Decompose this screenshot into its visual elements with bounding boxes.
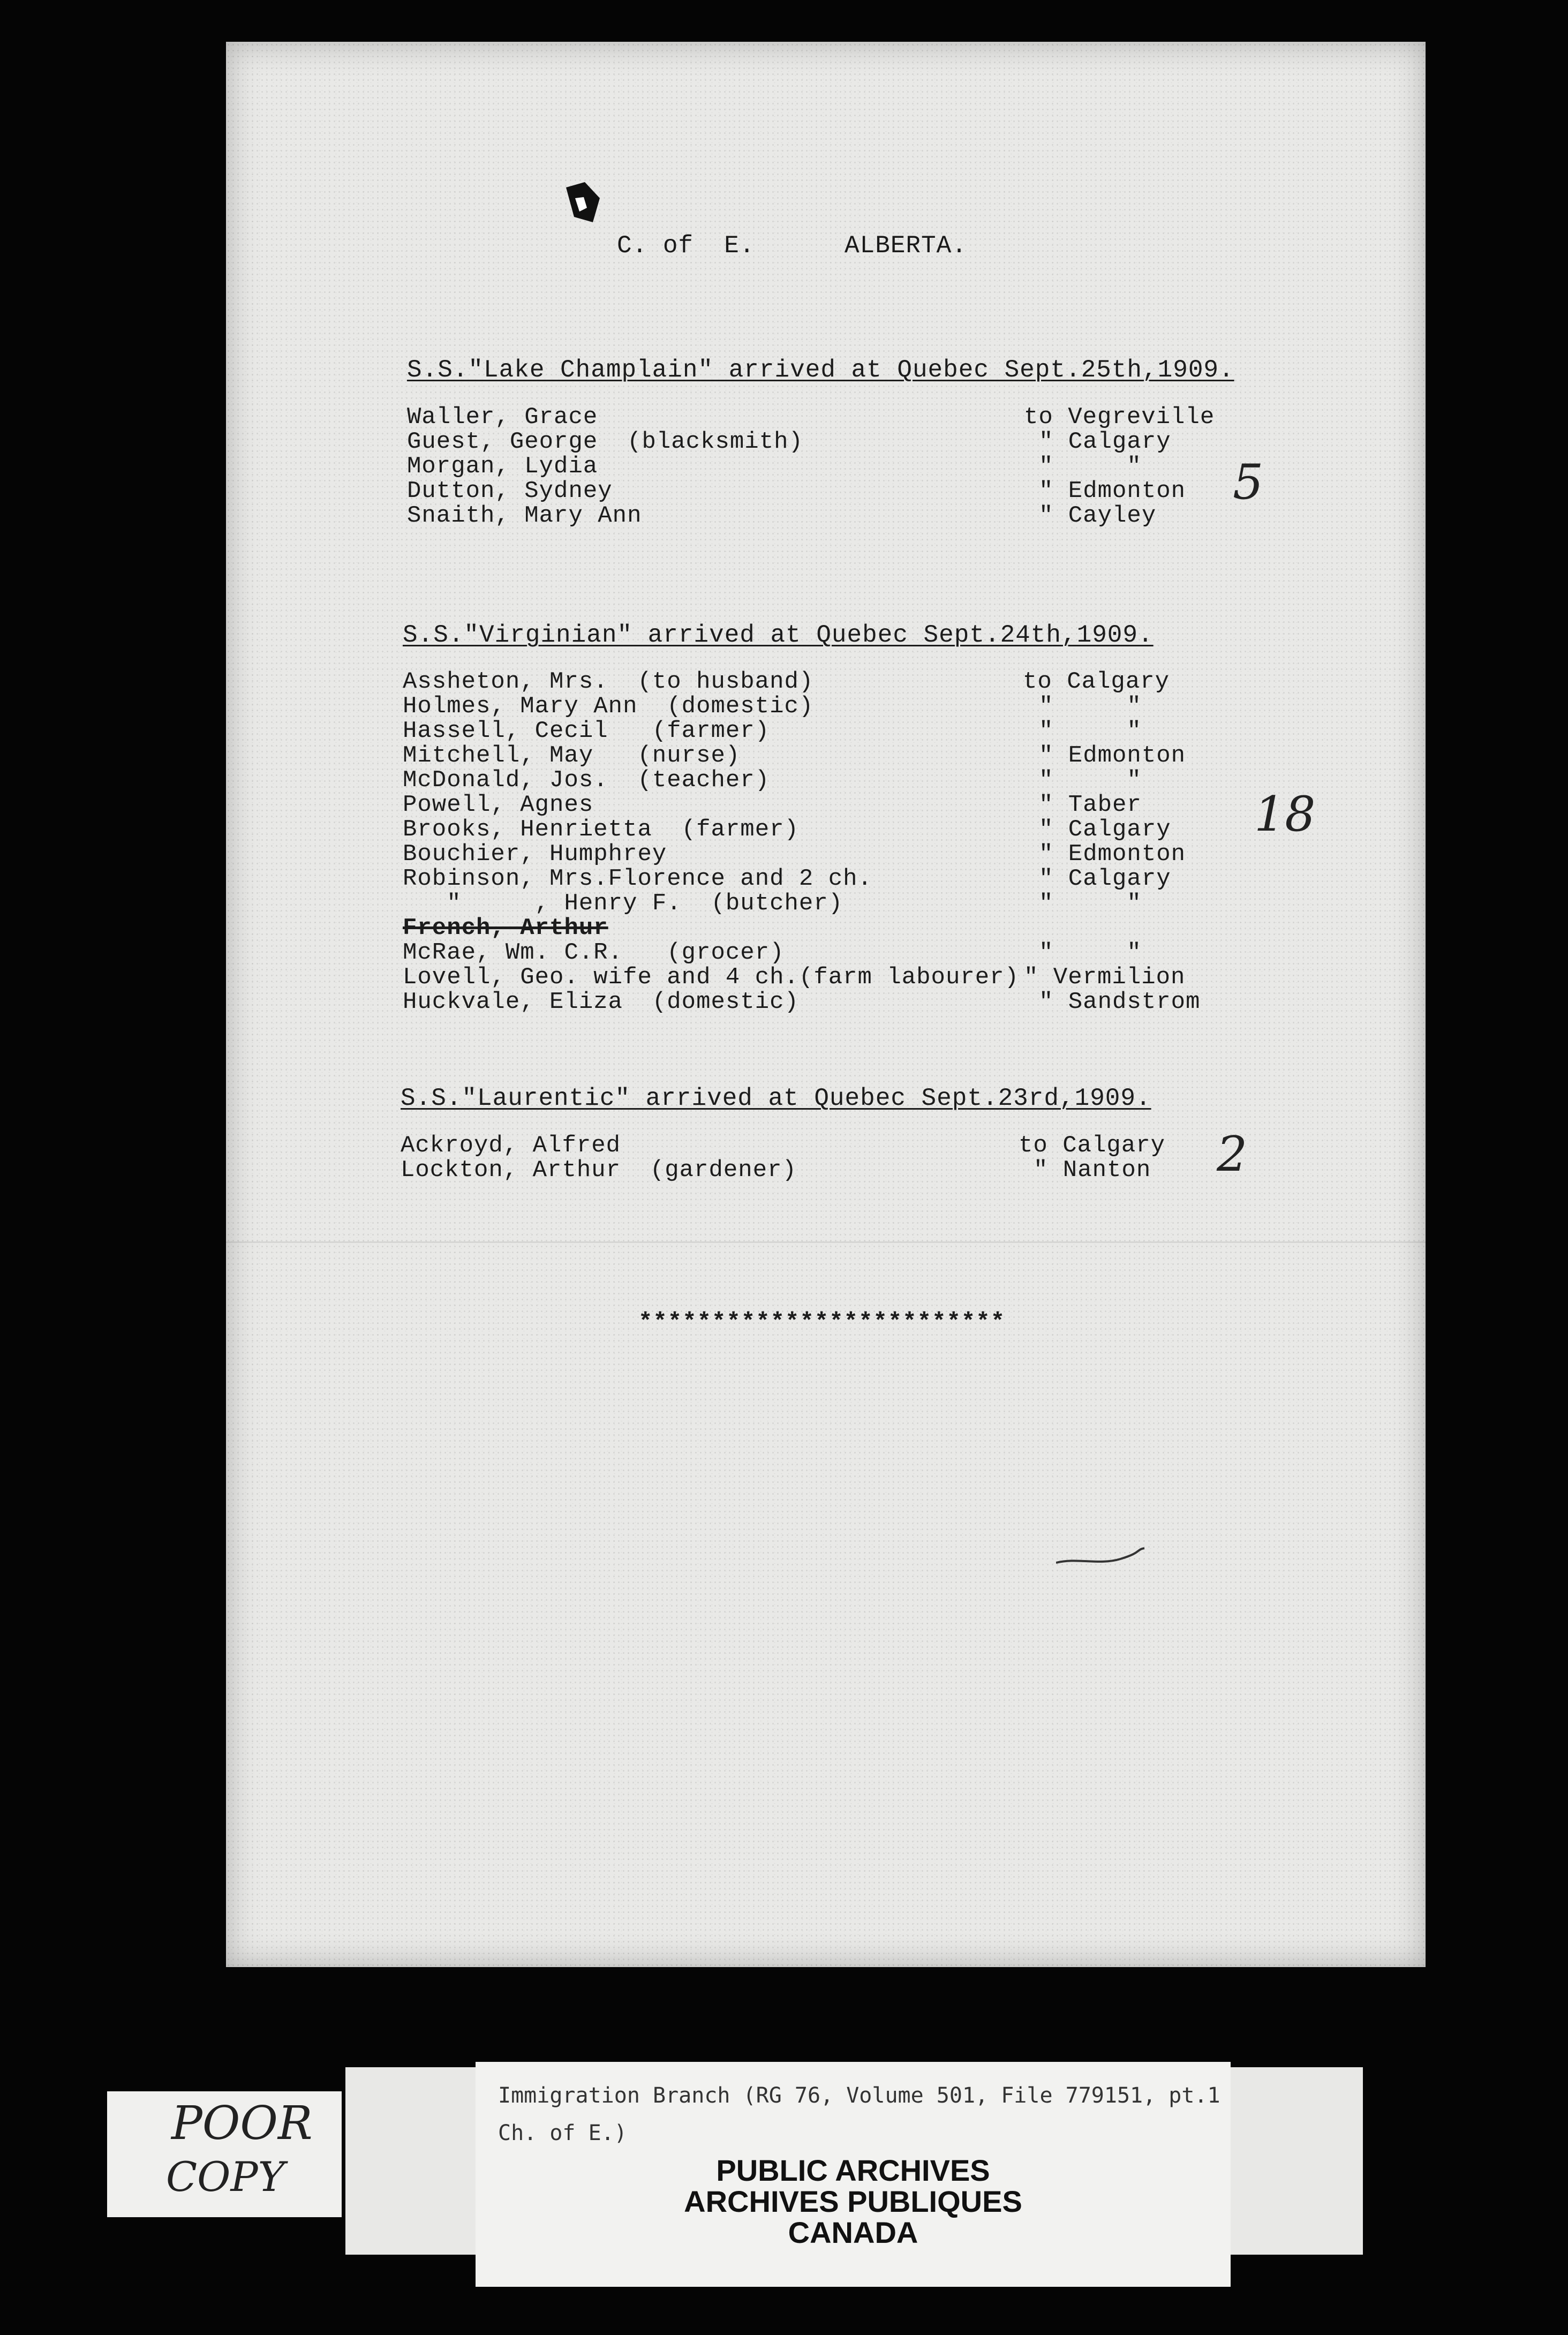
list-item-dest: " " [1039, 767, 1142, 794]
list-item-name: Assheton, Mrs. (to husband) [403, 668, 814, 695]
punch-hole-mark [563, 182, 601, 225]
list-item-name: Dutton, Sydney [407, 478, 613, 504]
poor-copy-line1: POOR [171, 2097, 313, 2150]
handwritten-count: 2 [1217, 1126, 1248, 1182]
list-item-dest: " Nanton [1034, 1157, 1151, 1184]
list-item-name: Morgan, Lydia [407, 453, 598, 480]
list-item-dest: " Calgary [1039, 816, 1171, 843]
poor-copy-line2: COPY [166, 2153, 285, 2201]
list-item-name: Huckvale, Eliza (domestic) [403, 989, 799, 1015]
list-item-name: Snaith, Mary Ann [407, 502, 642, 529]
list-item-name: Waller, Grace [407, 404, 598, 431]
list-item-dest: " " [1039, 693, 1142, 720]
list-item-dest: " Vermilion [1024, 964, 1186, 991]
archive-name-en: PUBLIC ARCHIVES [716, 2153, 990, 2187]
list-item-name: McRae, Wm. C.R. (grocer) [403, 939, 785, 966]
list-item-name: Holmes, Mary Ann (domestic) [403, 693, 814, 720]
list-item-dest: " Sandstrom [1039, 989, 1201, 1015]
document-page [226, 42, 1426, 1967]
citation-line1: Immigration Branch (RG 76, Volume 501, File 779151, pt.1 [498, 2083, 1220, 2108]
list-item-dest: " Calgary [1039, 865, 1171, 892]
handwritten-count: 18 [1254, 786, 1316, 842]
list-item-name: Hassell, Cecil (farmer) [403, 718, 770, 744]
list-item-name: " , Henry F. (butcher) [403, 890, 843, 917]
archive-name-fr: ARCHIVES PUBLIQUES [684, 2185, 1022, 2218]
list-item-name: Lockton, Arthur (gardener) [401, 1157, 797, 1184]
poor-copy-stamp [107, 2091, 342, 2217]
list-item-name: Mitchell, May (nurse) [403, 742, 741, 769]
section-title-laurentic: S.S."Laurentic" arrived at Quebec Sept.23rd,1909. [401, 1084, 1151, 1112]
separator-line: ************************* [638, 1309, 1006, 1336]
list-item-dest: " " [1039, 890, 1142, 917]
list-item-name-struck: French, Arthur [403, 915, 608, 941]
list-item-name: Ackroyd, Alfred [401, 1132, 621, 1159]
list-item-name: Robinson, Mrs.Florence and 2 ch. [403, 865, 872, 892]
list-item-dest: " Edmonton [1039, 478, 1186, 504]
section-title-lake-champlain: S.S."Lake Champlain" arrived at Quebec Sept.25th,1909. [407, 356, 1234, 384]
pen-squiggle-mark [1056, 1544, 1147, 1571]
heading-left: C. of E. [617, 232, 755, 260]
list-item-dest: " " [1039, 939, 1142, 966]
list-item-dest: " " [1039, 718, 1142, 744]
citation-line2: Ch. of E.) [498, 2121, 627, 2145]
list-item-dest: " Taber [1039, 792, 1142, 818]
list-item-name: Brooks, Henrietta (farmer) [403, 816, 799, 843]
section-title-virginian: S.S."Virginian" arrived at Quebec Sept.24th,1909. [403, 621, 1154, 649]
list-item-dest: to Calgary [1019, 1132, 1166, 1159]
list-item-name: Bouchier, Humphrey [403, 841, 667, 868]
list-item-name: McDonald, Jos. (teacher) [403, 767, 770, 794]
list-item-dest: " Cayley [1039, 502, 1157, 529]
page-fold [226, 1241, 1426, 1243]
list-item-dest: to Calgary [1023, 668, 1170, 695]
list-item-dest: " Calgary [1039, 428, 1171, 455]
archive-country: CANADA [788, 2216, 918, 2249]
list-item-name: Lovell, Geo. wife and 4 ch.(farm labourer) [403, 964, 1019, 991]
handwritten-count: 5 [1233, 454, 1264, 510]
list-item-dest: " Edmonton [1039, 742, 1186, 769]
list-item-name: Powell, Agnes [403, 792, 594, 818]
archive-label [476, 2062, 1231, 2287]
heading-right: ALBERTA. [845, 232, 967, 260]
list-item-dest: " " [1039, 453, 1142, 480]
list-item-name: Guest, George (blacksmith) [407, 428, 803, 455]
list-item-dest: " Edmonton [1039, 841, 1186, 868]
list-item-dest: to Vegreville [1024, 404, 1215, 431]
